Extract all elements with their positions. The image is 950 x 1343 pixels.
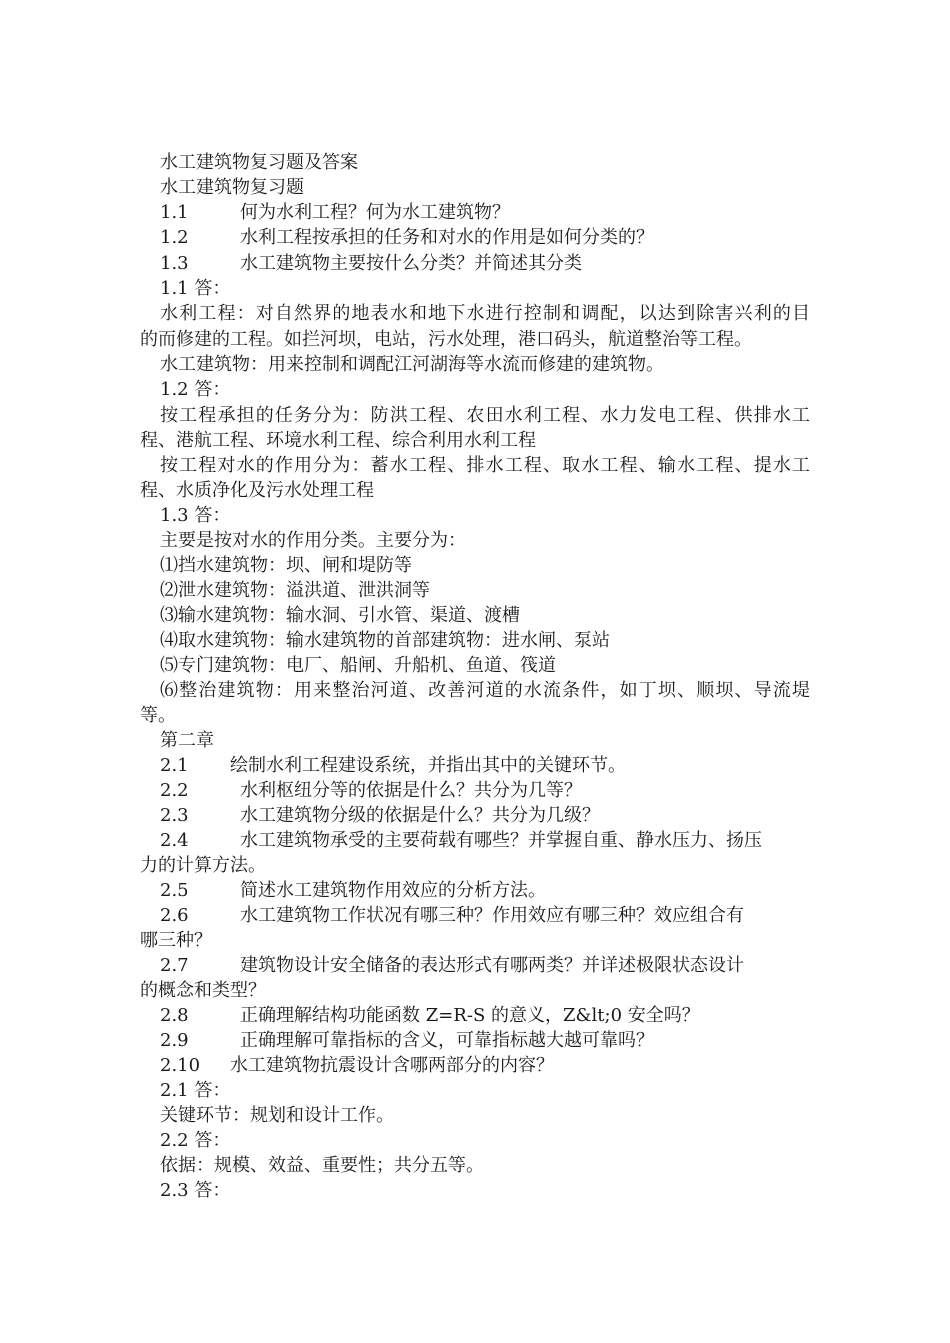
answer-2-1-text: 关键环节：规划和设计工作。	[160, 1105, 394, 1126]
question-2-4	[140, 828, 810, 854]
question-text: 简述水工建筑物作用效应的分析方法。	[240, 880, 546, 901]
question-text: 绘制水利工程建设系统，并指出其中的关键环节。	[230, 755, 626, 776]
question-2-4-cont: 力的计算方法。	[140, 855, 266, 876]
question-number: 2.3	[160, 805, 189, 826]
chapter-2-title: 第二章	[160, 730, 214, 751]
question-text: 建筑物设计安全储备的表达形式有哪两类？并详述极限状态设计	[240, 955, 744, 976]
question-text: 水工建筑物主要按什么分类？并简述其分类	[240, 253, 582, 274]
question-text: 水工建筑物承受的主要荷载有哪些？并掌握自重、静水压力、扬压	[240, 830, 762, 851]
question-text: 何为水利工程？何为水工建筑物？	[240, 202, 510, 223]
answer-2-1-label: 2.1 答：	[160, 1080, 231, 1101]
question-2-3	[140, 803, 810, 829]
question-2-6-cont: 哪三种？	[140, 930, 212, 951]
question-2-5	[140, 878, 810, 904]
question-text: 水利枢纽分等的依据是什么？共分为几等？	[240, 780, 582, 801]
question-2-7	[140, 953, 810, 979]
question-text: 水工建筑物分级的依据是什么？共分为几级？	[240, 805, 600, 826]
question-2-8	[140, 1003, 810, 1029]
doc-title: 水工建筑物复习题及答案	[160, 152, 358, 173]
question-1-2	[140, 225, 810, 251]
list-item: ⑶输水建筑物：输水洞、引水管、渠道、渡槽	[160, 605, 520, 626]
answer-2-3-label: 2.3 答：	[160, 1180, 231, 1201]
question-number: 2.9	[160, 1030, 189, 1051]
question-number: 2.5	[160, 880, 189, 901]
question-2-6	[140, 903, 810, 929]
answer-1-1-para1-line2: 的而修建的工程。如拦河坝，电站，污水处理，港口码头，航道整治等工程。	[140, 329, 752, 350]
answer-1-3-label: 1.3 答：	[160, 505, 231, 526]
doc-subtitle: 水工建筑物复习题	[160, 177, 304, 198]
question-number: 2.7	[160, 955, 189, 976]
answer-2-2-label: 2.2 答：	[160, 1130, 231, 1151]
question-text: 正确理解结构功能函数 Z=R-S 的意义，Z&lt;0 安全吗？	[240, 1005, 700, 1026]
answer-1-2-para1-line2: 程、港航工程、环境水利工程、综合利用水利工程	[140, 430, 536, 451]
question-2-9	[140, 1028, 810, 1054]
question-text: 水工建筑物工作状况有哪三种？作用效应有哪三种？效应组合有	[240, 905, 744, 926]
question-number: 2.4	[160, 830, 189, 851]
answer-1-1-para1-line1: 水利工程：对自然界的地表水和地下水进行控制和调配，以达到除害兴利的目	[160, 303, 810, 324]
answer-1-2-label: 1.2 答：	[160, 379, 231, 400]
question-number: 2.1	[160, 755, 189, 776]
question-number: 2.2	[160, 780, 189, 801]
question-number: 2.10	[160, 1055, 201, 1076]
list-item: ⑷取水建筑物：输水建筑物的首部建筑物：进水闸、泵站	[160, 630, 610, 651]
list-item-6-line1: ⑹整治建筑物：用来整治河道、改善河道的水流条件，如丁坝、顺坝、导流堤	[160, 680, 810, 701]
question-text: 正确理解可靠指标的含义，可靠指标越大越可靠吗？	[240, 1030, 654, 1051]
question-number: 2.6	[160, 905, 189, 926]
list-item-6-line2: 等。	[140, 705, 176, 726]
question-number: 1.2	[160, 227, 189, 248]
question-number: 1.3	[160, 253, 189, 274]
question-text: 水利工程按承担的任务和对水的作用是如何分类的？	[240, 227, 654, 248]
answer-1-1-para2: 水工建筑物：用来控制和调配江河湖海等水流而修建的建筑物。	[160, 354, 664, 375]
question-2-2	[140, 778, 810, 804]
answer-2-2-text: 依据：规模、效益、重要性；共分五等。	[160, 1155, 484, 1176]
question-2-10	[140, 1053, 810, 1079]
question-2-7-cont: 的概念和类型？	[140, 980, 266, 1001]
list-item: ⑸专门建筑物：电厂、船闸、升船机、鱼道、筏道	[160, 655, 556, 676]
question-number: 1.1	[160, 202, 189, 223]
question-2-1	[140, 753, 810, 779]
question-text: 水工建筑物抗震设计含哪两部分的内容？	[230, 1055, 554, 1076]
answer-1-2-para2-line2: 程、水质净化及污水处理工程	[140, 480, 374, 501]
question-number: 2.8	[160, 1005, 189, 1026]
answer-1-3-intro: 主要是按对水的作用分类。主要分为：	[160, 530, 466, 551]
list-item: ⑴挡水建筑物：坝、闸和堤防等	[160, 555, 412, 576]
answer-1-1-label: 1.1 答：	[160, 278, 231, 299]
answer-1-2-para2-line1: 按工程对水的作用分为：蓄水工程、排水工程、取水工程、输水工程、提水工	[160, 455, 810, 476]
question-1-3	[140, 251, 810, 277]
list-item: ⑵泄水建筑物：溢洪道、泄洪洞等	[160, 580, 430, 601]
answer-1-2-para1-line1: 按工程承担的任务分为：防洪工程、农田水利工程、水力发电工程、供排水工	[160, 405, 810, 426]
question-1-1	[140, 200, 810, 226]
